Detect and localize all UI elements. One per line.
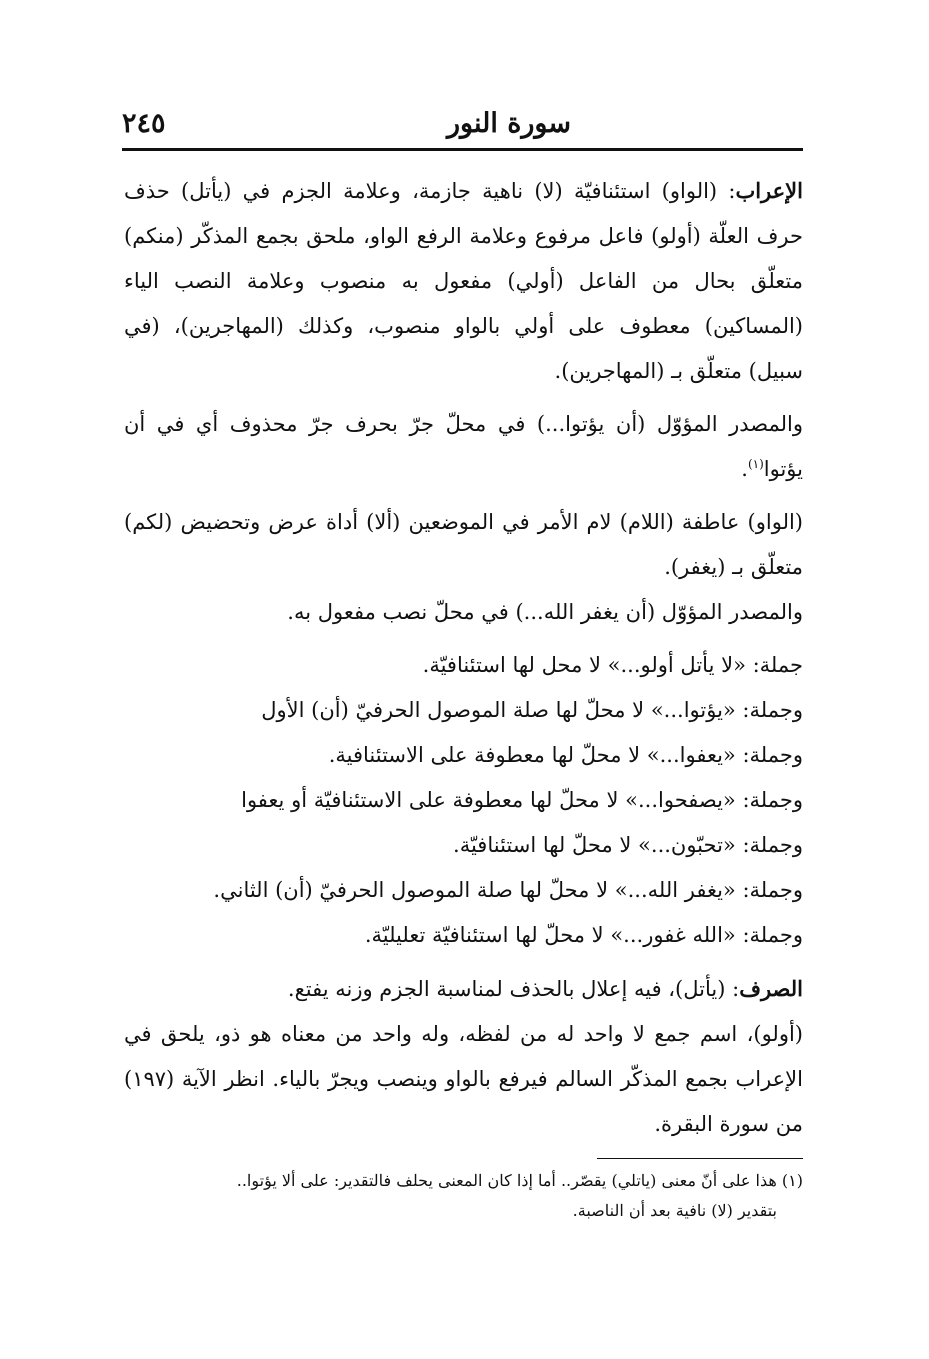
footnote	[140, 1166, 803, 1226]
jumla-line: جملة: «لا يأتل أولو...» لا محل لها استئنافيّة.	[422, 653, 803, 677]
waw-paragraph	[124, 500, 803, 590]
irab-label: الإعراب	[735, 178, 803, 203]
jumla-line: وجملة: «يؤتوا...» لا محلّ لها صلة الموصول الحرفيّ (أن) الأول	[261, 698, 803, 722]
jumla-line: وجملة: «تحبّون...» لا محلّ لها استئنافيّة.	[453, 833, 803, 857]
jumla-line: وجملة: «الله غفور...» لا محلّ لها استئنافيّة تعليليّة.	[364, 923, 803, 947]
jumla-line: وجملة: «يصفحوا...» لا محلّ لها معطوفة على الاستئنافيّة أو يعفوا	[241, 788, 803, 812]
masdar-paragraph-1	[124, 402, 803, 492]
surah-title: سورة النور	[446, 108, 571, 139]
jumla-line: وجملة: «يغفر الله...» لا محلّ لها صلة الموصول الحرفيّ (أن) الثاني.	[213, 878, 803, 902]
ulu-text: (أولو)، اسم جمع لا واحد له من لفظه، وله واحد من معناه هو ذو، يلحق في الإعراب بجمع المذكّر السالم فيرفع بالواو وينصب ويجرّ بالياء. انظر الآية (١٩٧) من سورة البقرة.	[124, 1022, 803, 1136]
page-header	[122, 100, 803, 148]
sarf-paragraph	[124, 966, 803, 1012]
irab-paragraph	[124, 168, 803, 394]
page-number: ٢٤٥	[122, 108, 166, 139]
footnote-line-1: (١) هذا على أنّ معنى (ياتلي) يقصّر.. أما إذا كان المعنى يحلف فالتقدير: على ألا يؤتوا..	[236, 1171, 803, 1190]
page-body	[124, 168, 803, 1147]
sarf-text: : (يأتل)، فيه إعلال بالحذف لمناسبة الجزم وزنه يفتع.	[287, 977, 740, 1001]
jumla-line: وجملة: «يعفوا...» لا محلّ لها معطوفة على الاستئنافية.	[328, 743, 803, 767]
masdar-paragraph-2	[124, 590, 803, 635]
waw-text: (الواو) عاطفة (اللام) لام الأمر في الموضعين (ألا) أداة عرض وتحضيض (لكم) متعلّق بـ (يغفر).	[124, 510, 803, 579]
footnote-rule	[597, 1158, 803, 1159]
irab-text: : (الواو) استئنافيّة (لا) ناهية جازمة، وعلامة الجزم في (يأتل) حذف حرف العلّة (أولو) فاعل مرفوع وعلامة الرفع الواو، ملحق بجمع المذكّر (منكم) متعلّق بحال من الفاعل (أولي) مفعول به منصوب وعلامة النصب الياء (المساكين) معطوف على أولي بالواو منصوب، وكذلك (المهاجرين)، (في سبيل) متعلّق بـ (المهاجرين).	[124, 179, 803, 383]
footnote-marker: (١)	[747, 457, 764, 471]
masdar1-text: والمصدر المؤوّل (أن يؤتوا...) في محلّ جرّ بحرف جرّ محذوف أي في أن يؤتوا	[124, 412, 803, 481]
sarf-label: الصرف	[739, 976, 803, 1001]
header-rule	[122, 148, 803, 151]
ulu-paragraph	[124, 1012, 803, 1147]
masdar1-end: .	[741, 457, 748, 481]
footnote-line-2: بتقدير (لا) نافية بعد أن الناصبة.	[572, 1201, 777, 1220]
jumal-list	[124, 643, 803, 958]
masdar2-text: والمصدر المؤوّل (أن يغفر الله...) في محلّ نصب مفعول به.	[287, 600, 803, 624]
